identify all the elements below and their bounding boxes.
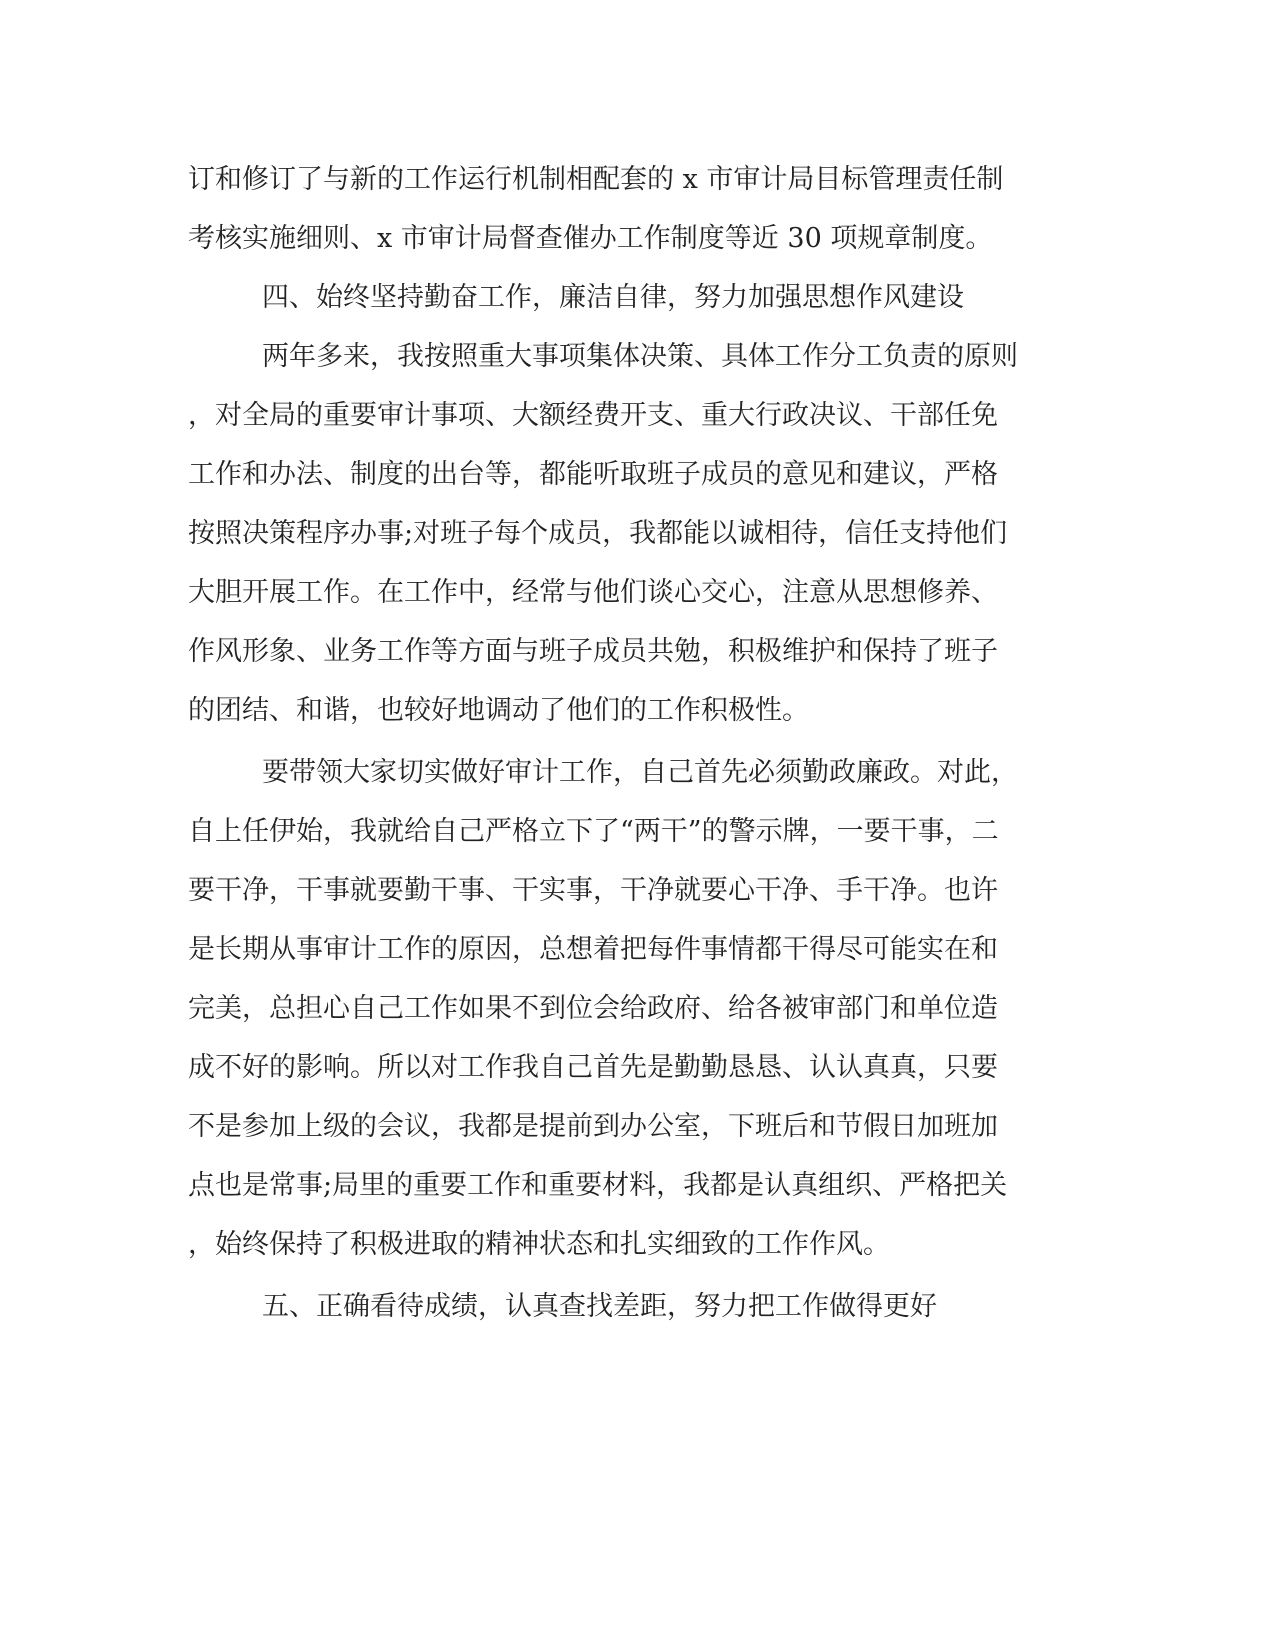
text-line: 要干净，干事就要勤干事、干实事，干净就要心干净、手干净。也许 bbox=[188, 875, 998, 906]
section-heading: 五、正确看待成绩，认真查找差距，努力把工作做得更好 bbox=[262, 1291, 937, 1322]
section-heading: 四、始终坚持勤奋工作，廉洁自律，努力加强思想作风建设 bbox=[262, 282, 964, 313]
text-line: 工作和办法、制度的出台等，都能听取班子成员的意见和建议，严格 bbox=[188, 459, 998, 490]
text-line: 订和修订了与新的工作运行机制相配套的 x 市审计局目标管理责任制 bbox=[188, 164, 1004, 195]
text-line: 两年多来，我按照重大事项集体决策、具体工作分工负责的原则 bbox=[262, 341, 1018, 372]
text-line: 成不好的影响。所以对工作我自己首先是勤勤恳恳、认认真真，只要 bbox=[188, 1052, 998, 1083]
text-line: 完美，总担心自己工作如果不到位会给政府、给各被审部门和单位造 bbox=[188, 993, 998, 1024]
text-line: 要带领大家切实做好审计工作，自己首先必须勤政廉政。对此， bbox=[262, 757, 1018, 788]
text-line: 考核实施细则、x 市审计局督查催办工作制度等近 30 项规章制度。 bbox=[188, 223, 993, 254]
text-line: 作风形象、业务工作等方面与班子成员共勉，积极维护和保持了班子 bbox=[188, 636, 998, 667]
text-line: 自上任伊始，我就给自己严格立下了“两干”的警示牌，一要干事，二 bbox=[188, 816, 999, 847]
text-line: 不是参加上级的会议，我都是提前到办公室，下班后和节假日加班加 bbox=[188, 1111, 998, 1142]
text-line: 大胆开展工作。在工作中，经常与他们谈心交心，注意从思想修养、 bbox=[188, 577, 998, 608]
text-line: 的团结、和谐，也较好地调动了他们的工作积极性。 bbox=[188, 695, 809, 726]
text-line: 点也是常事;局里的重要工作和重要材料，我都是认真组织、严格把关 bbox=[188, 1170, 1008, 1201]
text-line: 是长期从事审计工作的原因，总想着把每件事情都干得尽可能实在和 bbox=[188, 934, 998, 965]
text-line: 按照决策程序办事;对班子每个成员，我都能以诚相待，信任支持他们 bbox=[188, 518, 1008, 549]
text-line: ，始终保持了积极进取的精神状态和扎实细致的工作作风。 bbox=[188, 1229, 890, 1260]
text-line: ，对全局的重要审计事项、大额经费开支、重大行政决议、干部任免 bbox=[188, 400, 998, 431]
